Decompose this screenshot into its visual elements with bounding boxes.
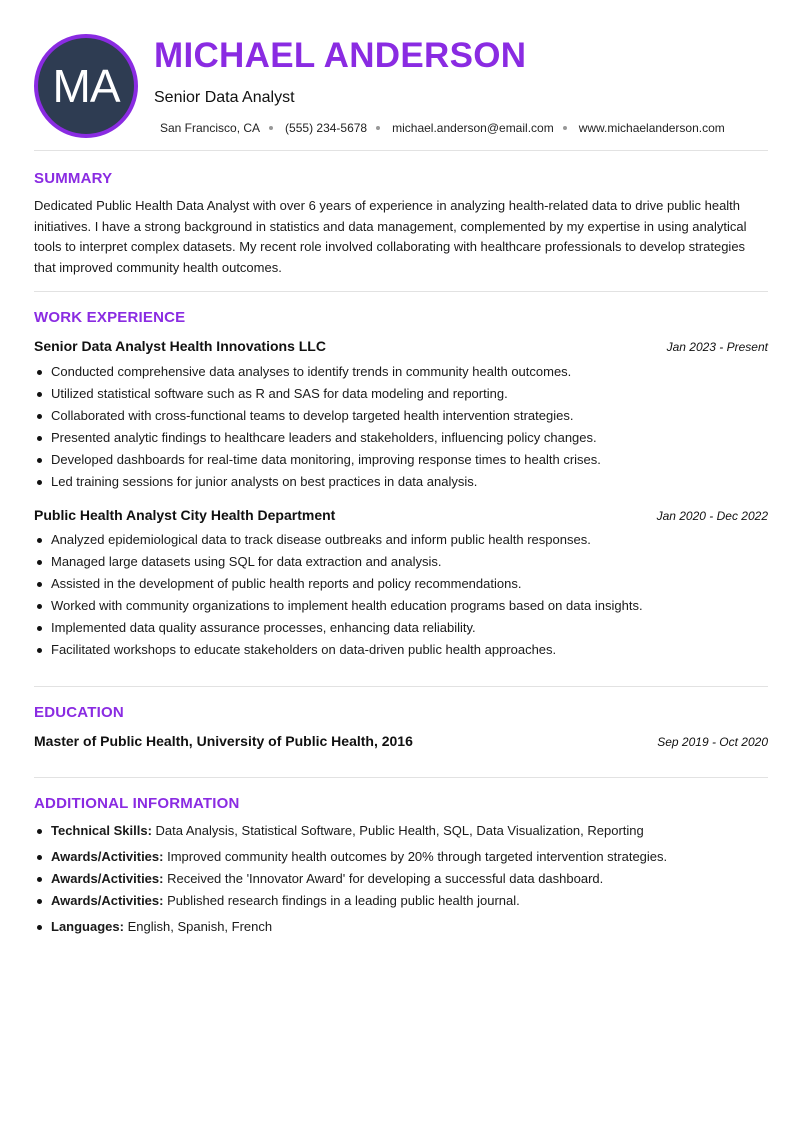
list-item: Facilitated workshops to educate stakeholders on data-driven public health approaches. <box>34 639 774 661</box>
item-text: Data Analysis, Statistical Software, Public Health, SQL, Data Visualization, Reporting <box>151 823 644 838</box>
contact-email[interactable]: michael.anderson@email.com <box>392 121 554 135</box>
list-item: Conducted comprehensive data analyses to identify trends in community health outcomes. <box>34 361 774 383</box>
section-divider <box>34 291 768 292</box>
item-label: Awards/Activities: <box>51 849 164 864</box>
list-item: Analyzed epidemiological data to track disease outbreaks and inform public health responses. <box>34 529 774 551</box>
summary-text: Dedicated Public Health Data Analyst with over 6 years of experience in analyzing health-related data to drive public health initiatives. I have a strong background in statistics and data management, complemented by my expertise in using analytical tools to interpret complex datasets. My recent role involved collaborating with healthcare professionals to develop strategies that improved community health outcomes. <box>34 198 747 275</box>
summary-heading: SUMMARY <box>34 170 113 187</box>
candidate-title: Senior Data Analyst <box>154 89 295 106</box>
education-heading: EDUCATION <box>34 704 124 721</box>
list-item: Assisted in the development of public health reports and policy recommendations. <box>34 573 774 595</box>
list-item: Developed dashboards for real-time data monitoring, improving response times to health crises. <box>34 449 774 471</box>
item-text: Improved community health outcomes by 20% through targeted intervention strategies. <box>163 849 668 864</box>
list-item: Managed large datasets using SQL for data extraction and analysis. <box>34 551 774 573</box>
job-bullets <box>34 361 774 493</box>
candidate-name: MICHAEL ANDERSON <box>154 36 527 75</box>
section-divider <box>34 686 768 687</box>
section-divider <box>34 150 768 151</box>
item-text: Received the 'Innovator Award' for developing a successful data dashboard. <box>163 871 604 886</box>
avatar <box>34 34 138 138</box>
list-item <box>34 846 774 868</box>
item-label: Awards/Activities: <box>51 871 164 886</box>
list-item: Worked with community organizations to implement health education programs based on data insights. <box>34 595 774 617</box>
list-item <box>34 868 774 890</box>
contact-location: San Francisco, CA <box>160 121 261 135</box>
job-header <box>34 507 768 523</box>
contact-website[interactable]: www.michaelanderson.com <box>578 121 725 135</box>
list-item <box>34 820 774 842</box>
education-entry <box>34 733 768 749</box>
separator-dot <box>269 126 273 130</box>
job-header <box>34 338 768 354</box>
job-dates: Jan 2020 - Dec 2022 <box>656 509 768 523</box>
list-item: Utilized statistical software such as R and SAS for data modeling and reporting. <box>34 383 774 405</box>
job-bullets <box>34 529 774 661</box>
job-dates: Jan 2023 - Present <box>666 340 768 354</box>
item-label: Languages: <box>51 919 124 934</box>
list-item: Implemented data quality assurance processes, enhancing data reliability. <box>34 617 774 639</box>
separator-dot <box>563 126 567 130</box>
list-item: Collaborated with cross-functional teams to develop targeted health intervention strategies. <box>34 405 774 427</box>
list-item <box>34 916 774 938</box>
list-item: Presented analytic findings to healthcare leaders and stakeholders, influencing policy changes. <box>34 427 774 449</box>
item-text: Published research findings in a leading public health journal. <box>163 893 520 908</box>
contact-phone: (555) 234-5678 <box>285 121 368 135</box>
additional-list <box>34 820 774 938</box>
avatar-initials: MA <box>52 60 120 112</box>
item-label: Technical Skills: <box>51 823 152 838</box>
list-item: Led training sessions for junior analysts on best practices in data analysis. <box>34 471 774 493</box>
item-label: Awards/Activities: <box>51 893 164 908</box>
job-role: Public Health Analyst City Health Department <box>34 507 336 523</box>
experience-heading: WORK EXPERIENCE <box>34 309 186 326</box>
item-text: English, Spanish, French <box>123 919 273 934</box>
section-divider <box>34 777 768 778</box>
education-dates: Sep 2019 - Oct 2020 <box>657 735 768 749</box>
list-item <box>34 890 774 912</box>
education-degree: Master of Public Health, University of Public Health, 2016 <box>34 733 413 749</box>
job-role: Senior Data Analyst Health Innovations LLC <box>34 338 326 354</box>
contact-bar <box>160 121 725 135</box>
separator-dot <box>376 126 380 130</box>
additional-heading: ADDITIONAL INFORMATION <box>34 795 240 812</box>
